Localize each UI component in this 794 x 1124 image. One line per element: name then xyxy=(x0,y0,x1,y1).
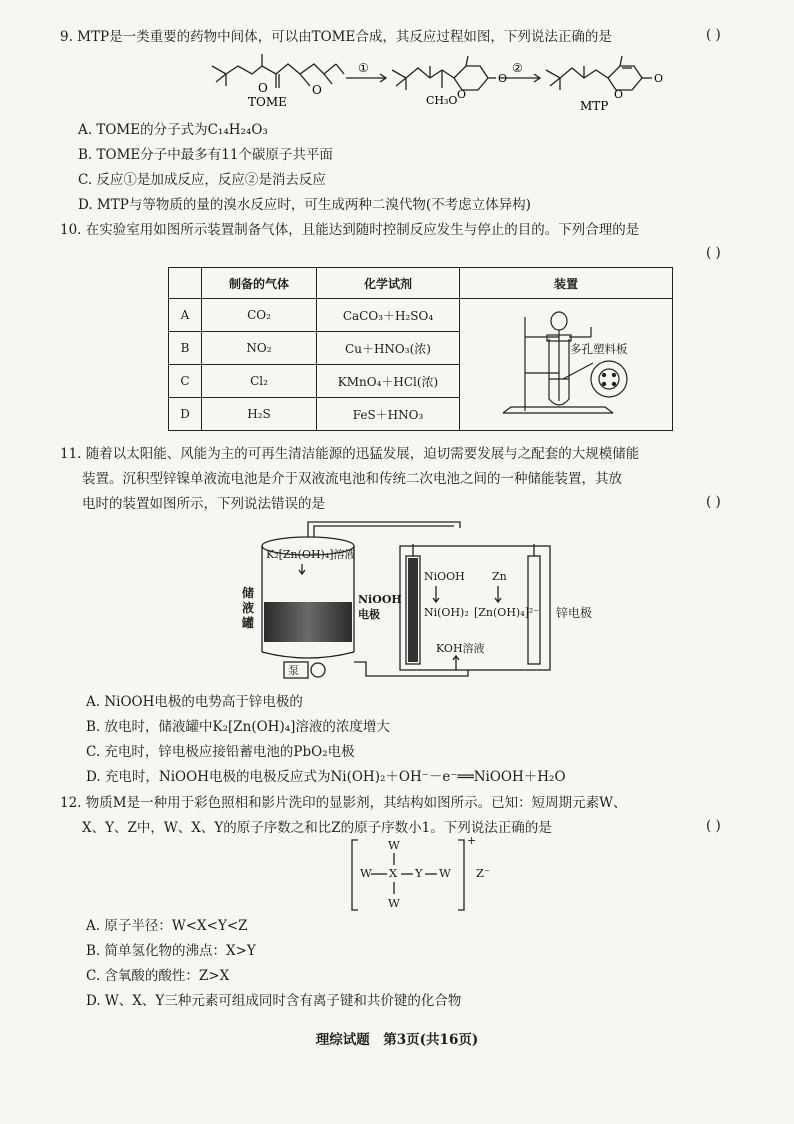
q11-zn-species: Zn xyxy=(492,570,507,583)
q9-tome-ester-o-label: O xyxy=(312,83,322,97)
q11-diagram-lines xyxy=(236,516,576,686)
q11-nioh2-species: Ni(OH)₂ xyxy=(424,606,469,619)
q9-tome-o-label: O xyxy=(258,81,268,95)
q11-answer-bracket: ( ) xyxy=(706,494,721,510)
q12-structure xyxy=(346,836,506,914)
q10-row-a-reagent: CaCO₃＋H₂SO₄ xyxy=(317,299,460,332)
q9-tome-label: TOME xyxy=(248,95,287,109)
q11-option-c: C. 充电时，锌电极应接铅蓄电池的PbO₂电极 xyxy=(86,744,355,760)
q12-y-atom: Y xyxy=(415,866,423,880)
q11-stem-line1: 11. 随着以太阳能、风能为主的可再生清洁能源的迅猛发展，迫切需要发展与之配套的大规模储能 xyxy=(60,446,640,462)
table-row xyxy=(169,299,673,332)
q11-zn-electrode-label: 锌电极 xyxy=(556,606,593,620)
q9-step2-label: ② xyxy=(512,61,523,75)
q12-stem-line2: X、Y、Z中，W、X、Y的原子序数之和比Z的原子序数小1。下列说法正确的是 xyxy=(82,820,552,836)
q10-row-b-reagent: Cu＋HNO₃(浓) xyxy=(317,332,460,365)
q11-stem-line2: 装置。沉积型锌镍单液流电池是介于双液流电池和传统二次电池之间的一种储能装置，其放 xyxy=(82,471,622,487)
q10-stem: 10. 在实验室用如图所示装置制备气体，且能达到随时控制反应发生与停止的目的。下列合理的是 xyxy=(60,222,640,238)
q11-nio-electrode-label: NiOOH电极 xyxy=(358,593,402,621)
q11-pump-label: 泵 xyxy=(288,664,299,677)
q10-row-d-reagent: FeS＋HNO₃ xyxy=(317,398,460,431)
q9-step1-label: ① xyxy=(358,61,369,75)
q9-stem: 9. MTP是一类重要的药物中间体，可以由TOME合成，其反应过程如图，下列说法正确的是 xyxy=(60,29,612,45)
q10-header-row xyxy=(169,268,673,299)
q11-option-b: B. 放电时，储液罐中K₂[Zn(OH)₄]溶液的浓度增大 xyxy=(86,719,390,735)
q10-header-blank xyxy=(169,268,202,299)
q12-x-atom: X xyxy=(389,866,398,880)
q9-ring-o-label: O xyxy=(457,88,467,101)
q10-row-c-letter: C xyxy=(169,365,202,398)
q9-answer-bracket: ( ) xyxy=(706,27,721,43)
q10-header-gas: 制备的气体 xyxy=(202,268,317,299)
q11-stem-line3: 电时的装置如图所示，下列说法错误的是 xyxy=(82,496,325,512)
q11-niooh-species: NiOOH xyxy=(424,570,465,583)
q9-option-b: B. TOME分子中最多有11个碳原子共平面 xyxy=(78,147,333,163)
q10-answer-bracket: ( ) xyxy=(706,245,721,261)
q9-mtp-carbonyl-o: O xyxy=(654,72,664,85)
q9-mtp-label: MTP xyxy=(580,99,609,113)
q9-mtp-ring-o: O xyxy=(614,88,624,101)
page-footer: 理综试题 第3页(共16页) xyxy=(315,1032,479,1048)
q12-option-b: B. 简单氢化物的沸点：X>Y xyxy=(86,943,256,959)
q9-option-d: D. MTP与等物质的量的溴水反应时，可生成两种二溴代物(不考虑立体异构) xyxy=(78,197,531,213)
q10-plate-label: 多孔塑料板 xyxy=(570,342,628,356)
q10-header-reagent: 化学试剂 xyxy=(317,268,460,299)
q12-stem-line1: 12. 物质M是一种用于彩色照相和影片洗印的显影剂，其结构如图所示。已知：短周期元素W、 xyxy=(60,795,627,811)
q11-option-d: D. 充电时，NiOOH电极的电极反应式为Ni(OH)₂＋OH⁻－e⁻══NiOOH＋H₂O xyxy=(86,769,566,785)
q10-row-a-letter: A xyxy=(169,299,202,332)
q12-option-a: A. 原子半径：W<X<Y<Z xyxy=(86,918,248,934)
q11-option-a: A. NiOOH电极的电势高于锌电极的 xyxy=(86,694,303,710)
q10-apparatus-cell xyxy=(460,299,673,431)
q11-tank-label: 储液罐 xyxy=(242,586,255,630)
q12-answer-bracket: ( ) xyxy=(706,818,721,834)
q9-reaction-scheme xyxy=(196,48,696,120)
q11-battery-diagram xyxy=(236,516,593,686)
q9-option-c: C. 反应①是加成反应，反应②是消去反应 xyxy=(78,172,326,188)
q12-option-d: D. W、X、Y三种元素可组成同时含有离子键和共价键的化合物 xyxy=(86,993,462,1009)
q10-apparatus-diagram xyxy=(463,303,669,427)
q12-option-c: C. 含氧酸的酸性：Z>X xyxy=(86,968,230,984)
q9-int-carbonyl-o: O xyxy=(498,72,508,85)
q9-option-a: A. TOME的分子式为C₁₄H₂₄O₃ xyxy=(78,122,268,138)
q11-koh-label: KOH溶液 xyxy=(436,642,485,655)
q12-w-bottom: W xyxy=(388,896,400,910)
q10-row-b-letter: B xyxy=(169,332,202,365)
q9-ch3o-label: CH₃O xyxy=(426,94,458,107)
q10-table xyxy=(168,267,673,431)
q10-row-d-letter: D xyxy=(169,398,202,431)
q10-row-b-gas: NO₂ xyxy=(202,332,317,365)
q10-header-apparatus: 装置 xyxy=(460,268,673,299)
q10-row-d-gas: H₂S xyxy=(202,398,317,431)
q11-tank-solution: K₂[Zn(OH)₄]溶液 xyxy=(266,548,356,561)
q12-z-anion: Z⁻ xyxy=(476,866,491,880)
q12-w-left: W xyxy=(360,866,372,880)
q12-w-top: W xyxy=(388,838,400,852)
q10-row-a-gas: CO₂ xyxy=(202,299,317,332)
q11-zincate-species: [Zn(OH)₄]²⁻ xyxy=(474,606,540,619)
q12-charge-plus: + xyxy=(467,834,477,847)
q10-row-c-reagent: KMnO₄＋HCl(浓) xyxy=(317,365,460,398)
q12-w-right: W xyxy=(439,866,451,880)
q10-row-c-gas: Cl₂ xyxy=(202,365,317,398)
